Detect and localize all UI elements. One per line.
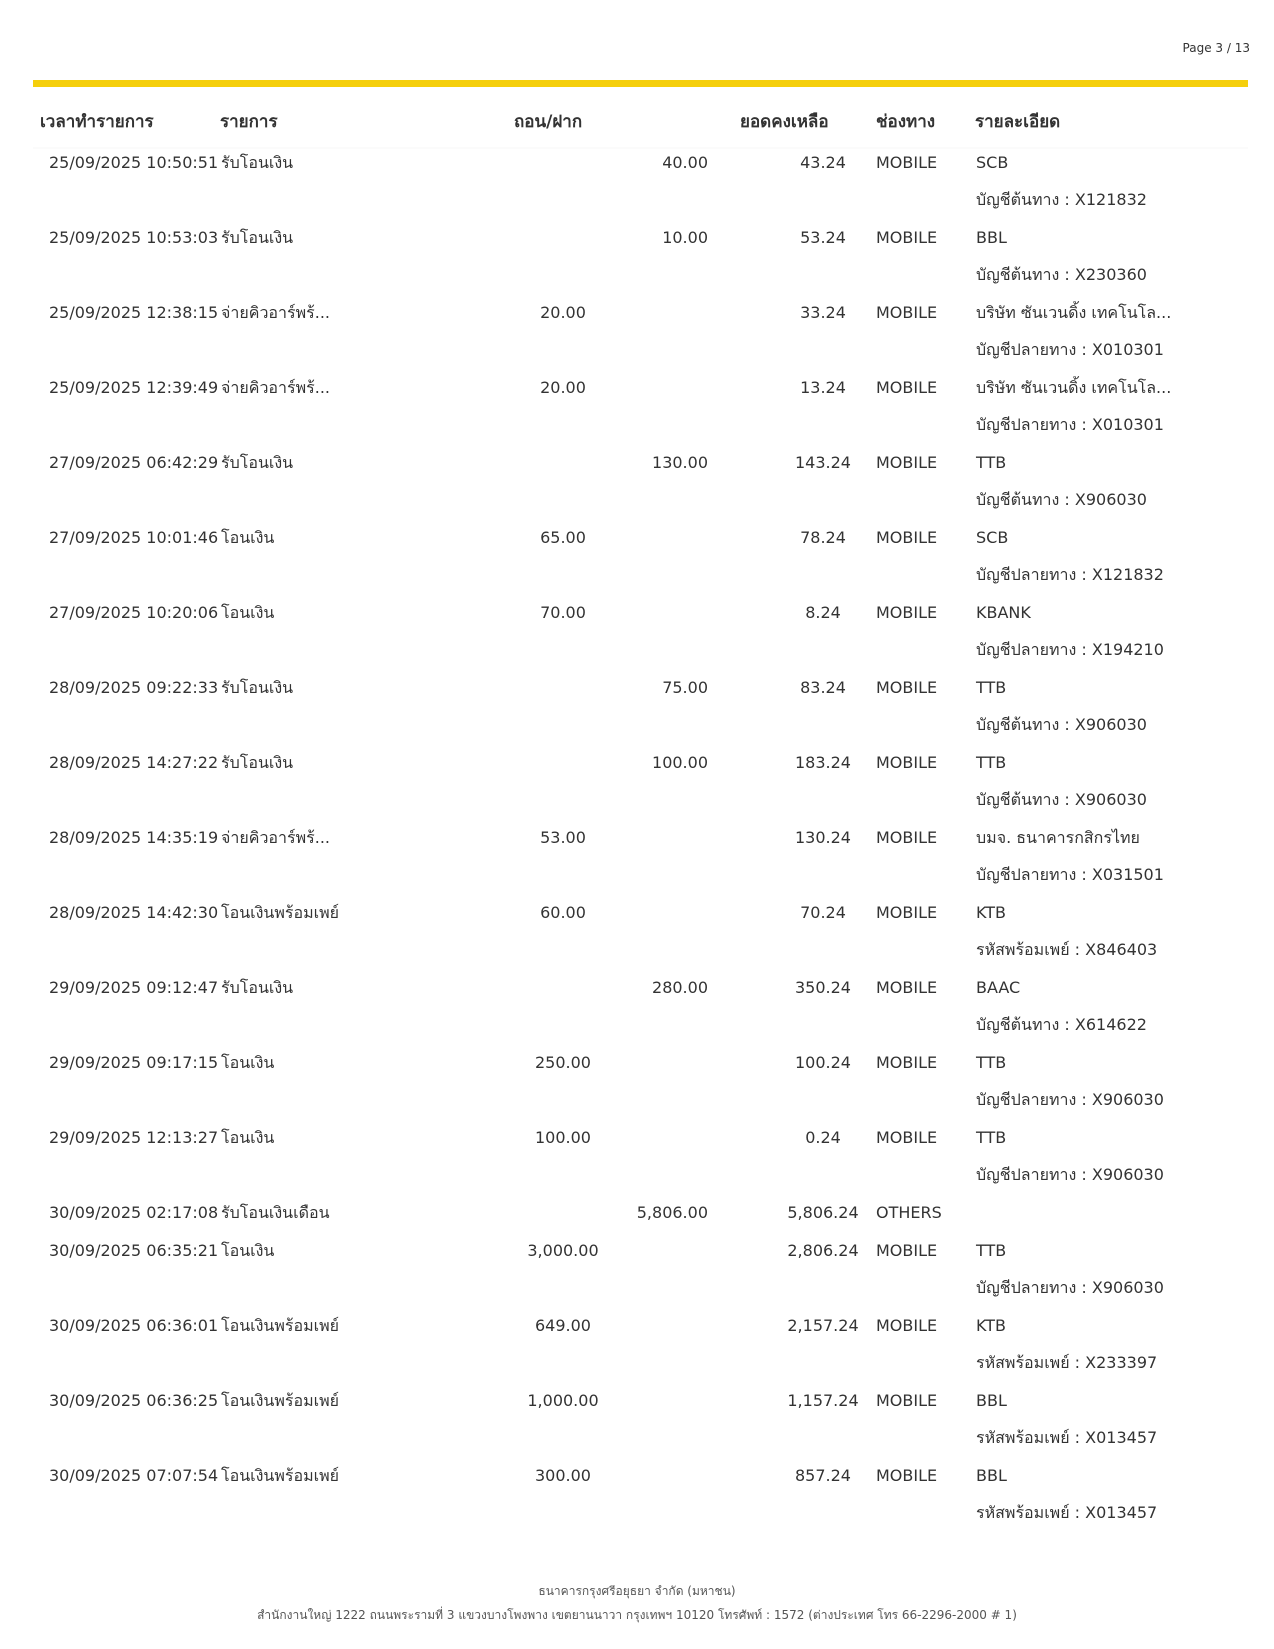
transaction-withdrawal: 65.00 (540, 528, 586, 547)
transaction-channel: MOBILE (876, 603, 938, 622)
transaction-description: โอนเงินพร้อมเพย์ (221, 903, 340, 922)
transaction-withdrawal: 649.00 (535, 1316, 591, 1335)
transaction-withdrawal: 53.00 (540, 828, 586, 847)
table-row (33, 1390, 1248, 1465)
transaction-detail: KTB (976, 903, 1006, 922)
transaction-withdrawal: 300.00 (535, 1466, 591, 1485)
transaction-channel: MOBILE (876, 903, 938, 922)
transaction-balance: 5,806.24 (787, 1203, 859, 1222)
transaction-balance: 2,157.24 (787, 1316, 859, 1335)
transaction-description: โอนเงิน (221, 1128, 275, 1147)
transaction-description: รับโอนเงิน (221, 678, 294, 697)
transaction-balance: 143.24 (795, 453, 851, 472)
transaction-detail-account: บัญชีต้นทาง : X230360 (976, 265, 1147, 284)
transaction-withdrawal: 20.00 (540, 303, 586, 322)
transaction-detail: TTB (976, 1241, 1007, 1260)
transaction-detail: BBL (976, 1466, 1007, 1485)
transaction-detail: บมจ. ธนาคารกสิกรไทย (976, 828, 1140, 847)
table-row (33, 377, 1248, 452)
transaction-detail-account: บัญชีปลายทาง : X031501 (976, 865, 1164, 884)
transaction-description: รับโอนเงิน (221, 753, 294, 772)
transaction-deposit: 100.00 (652, 753, 708, 772)
transaction-detail: KTB (976, 1316, 1006, 1335)
transaction-detail: TTB (976, 678, 1007, 697)
transaction-detail-account: รหัสพร้อมเพย์ : X233397 (976, 1353, 1158, 1372)
transaction-detail: บริษัท ซันเวนดิ้ง เทคโนโล... (976, 303, 1172, 322)
transaction-withdrawal: 1,000.00 (527, 1391, 599, 1410)
transaction-description: โอนเงิน (221, 528, 275, 547)
transaction-channel: MOBILE (876, 753, 938, 772)
transaction-description: รับโอนเงิน (221, 453, 294, 472)
header-accent-rule (33, 80, 1248, 87)
transaction-time: 30/09/2025 07:07:54 (49, 1466, 219, 1485)
transaction-time: 29/09/2025 09:12:47 (49, 978, 219, 997)
transaction-channel: MOBILE (876, 303, 938, 322)
transaction-time: 30/09/2025 06:36:25 (49, 1391, 219, 1410)
table-row (33, 1315, 1248, 1390)
transaction-time: 30/09/2025 06:35:21 (49, 1241, 219, 1260)
transaction-balance: 2,806.24 (787, 1241, 859, 1260)
transaction-balance: 0.24 (805, 1128, 841, 1147)
table-row (33, 227, 1248, 302)
transaction-balance: 13.24 (800, 378, 846, 397)
transaction-time: 25/09/2025 12:39:49 (49, 378, 219, 397)
transaction-balance: 43.24 (800, 153, 846, 172)
table-row (33, 752, 1248, 827)
transaction-channel: MOBILE (876, 153, 938, 172)
transaction-description: โอนเงินพร้อมเพย์ (221, 1466, 340, 1485)
column-header-details: รายละเอียด (975, 112, 1061, 132)
transaction-time: 25/09/2025 10:53:03 (49, 228, 219, 247)
table-row (33, 1052, 1248, 1127)
transaction-channel: MOBILE (876, 528, 938, 547)
transaction-time: 27/09/2025 10:01:46 (49, 528, 219, 547)
transaction-detail: BAAC (976, 978, 1021, 997)
transaction-balance: 183.24 (795, 753, 851, 772)
transaction-balance: 1,157.24 (787, 1391, 859, 1410)
transaction-channel: MOBILE (876, 1241, 938, 1260)
transaction-description: จ่ายคิวอาร์พร้... (221, 828, 331, 847)
transaction-deposit: 10.00 (662, 228, 708, 247)
transaction-channel: MOBILE (876, 828, 938, 847)
transaction-withdrawal: 20.00 (540, 378, 586, 397)
transaction-time: 27/09/2025 10:20:06 (49, 603, 219, 622)
transaction-detail-account: บัญชีต้นทาง : X906030 (976, 790, 1147, 809)
transaction-deposit: 130.00 (652, 453, 708, 472)
transaction-withdrawal: 60.00 (540, 903, 586, 922)
transaction-detail-account: รหัสพร้อมเพย์ : X013457 (976, 1503, 1158, 1522)
transaction-withdrawal: 250.00 (535, 1053, 591, 1072)
transaction-withdrawal: 100.00 (535, 1128, 591, 1147)
transaction-channel: OTHERS (876, 1203, 942, 1222)
transaction-time: 30/09/2025 06:36:01 (49, 1316, 219, 1335)
transaction-channel: MOBILE (876, 978, 938, 997)
transaction-balance: 33.24 (800, 303, 846, 322)
table-row (33, 1465, 1248, 1540)
column-header-amount: ถอน/ฝาก (514, 112, 583, 132)
transaction-time: 28/09/2025 14:42:30 (49, 903, 219, 922)
table-header (40, 104, 1240, 134)
table-row (33, 1127, 1248, 1202)
transaction-channel: MOBILE (876, 228, 938, 247)
table-row (33, 1240, 1248, 1315)
transaction-balance: 70.24 (800, 903, 846, 922)
transaction-detail: SCB (976, 528, 1009, 547)
table-row (33, 827, 1248, 902)
table-row (33, 902, 1248, 977)
table-row (33, 302, 1248, 377)
transaction-channel: MOBILE (876, 453, 938, 472)
page-number: Page 3 / 13 (1182, 41, 1250, 55)
transaction-deposit: 5,806.00 (636, 1203, 708, 1222)
transaction-detail-account: บัญชีปลายทาง : X906030 (976, 1165, 1164, 1184)
transaction-detail-account: บัญชีต้นทาง : X121832 (976, 190, 1147, 209)
footer-bank-name: ธนาคารกรุงศรีอยุธยา จำกัด (มหาชน) (538, 1584, 736, 1598)
transaction-description: โอนเงินพร้อมเพย์ (221, 1316, 340, 1335)
column-header-channel: ช่องทาง (876, 112, 936, 132)
transaction-detail-account: บัญชีปลายทาง : X121832 (976, 565, 1164, 584)
table-row (33, 1202, 1248, 1240)
transaction-description: รับโอนเงิน (221, 978, 294, 997)
transaction-description: รับโอนเงินเดือน (221, 1203, 330, 1222)
transaction-balance: 53.24 (800, 228, 846, 247)
transaction-table (33, 152, 1248, 1540)
transaction-channel: MOBILE (876, 1316, 938, 1335)
transaction-description: รับโอนเงิน (221, 228, 294, 247)
transaction-detail: บริษัท ซันเวนดิ้ง เทคโนโล... (976, 378, 1172, 397)
transaction-detail: KBANK (976, 603, 1031, 622)
transaction-balance: 83.24 (800, 678, 846, 697)
transaction-detail-account: บัญชีปลายทาง : X194210 (976, 640, 1164, 659)
table-row (33, 977, 1248, 1052)
transaction-detail: TTB (976, 753, 1007, 772)
transaction-detail: TTB (976, 1053, 1007, 1072)
transaction-detail-account: บัญชีปลายทาง : X906030 (976, 1278, 1164, 1297)
header-divider (33, 147, 1248, 149)
transaction-detail-account: บัญชีปลายทาง : X010301 (976, 340, 1164, 359)
column-header-description: รายการ (220, 112, 278, 132)
transaction-time: 29/09/2025 12:13:27 (49, 1128, 219, 1147)
transaction-balance: 857.24 (795, 1466, 851, 1485)
transaction-description: โอนเงิน (221, 1053, 275, 1072)
transaction-detail: BBL (976, 1391, 1007, 1410)
transaction-detail: BBL (976, 228, 1007, 247)
table-row (33, 152, 1248, 227)
transaction-channel: MOBILE (876, 1391, 938, 1410)
transaction-withdrawal: 70.00 (540, 603, 586, 622)
transaction-detail-account: รหัสพร้อมเพย์ : X013457 (976, 1428, 1158, 1447)
transaction-withdrawal: 3,000.00 (527, 1241, 599, 1260)
transaction-channel: MOBILE (876, 378, 938, 397)
transaction-channel: MOBILE (876, 1466, 938, 1485)
transaction-description: โอนเงิน (221, 1241, 275, 1260)
column-header-time: เวลาทำรายการ (40, 112, 154, 132)
transaction-detail: TTB (976, 453, 1007, 472)
table-row (33, 677, 1248, 752)
transaction-detail-account: รหัสพร้อมเพย์ : X846403 (976, 940, 1158, 959)
transaction-detail: SCB (976, 153, 1009, 172)
transaction-balance: 100.24 (795, 1053, 851, 1072)
transaction-time: 25/09/2025 10:50:51 (49, 153, 219, 172)
transaction-description: โอนเงิน (221, 603, 275, 622)
transaction-detail-account: บัญชีต้นทาง : X906030 (976, 715, 1147, 734)
column-header-balance: ยอดคงเหลือ (740, 112, 829, 132)
transaction-detail-account: บัญชีปลายทาง : X906030 (976, 1090, 1164, 1109)
transaction-time: 29/09/2025 09:17:15 (49, 1053, 219, 1072)
transaction-time: 28/09/2025 14:27:22 (49, 753, 219, 772)
transaction-detail-account: บัญชีปลายทาง : X010301 (976, 415, 1164, 434)
transaction-detail-account: บัญชีต้นทาง : X906030 (976, 490, 1147, 509)
transaction-balance: 8.24 (805, 603, 841, 622)
transaction-balance: 350.24 (795, 978, 851, 997)
transaction-balance: 78.24 (800, 528, 846, 547)
transaction-description: จ่ายคิวอาร์พร้... (221, 303, 331, 322)
transaction-deposit: 280.00 (652, 978, 708, 997)
footer-address: สำนักงานใหญ่ 1222 ถนนพระรามที่ 3 แขวงบางโพงพาง เขตยานนาวา กรุงเทพฯ 10120 โทรศัพท์ : 1572 (ต่างประเทศ โทร 66-2296-2000 # 1) (257, 1608, 1017, 1622)
transaction-time: 28/09/2025 09:22:33 (49, 678, 219, 697)
transaction-description: รับโอนเงิน (221, 153, 294, 172)
transaction-description: จ่ายคิวอาร์พร้... (221, 378, 331, 397)
transaction-detail: TTB (976, 1128, 1007, 1147)
transaction-deposit: 75.00 (662, 678, 708, 697)
transaction-time: 25/09/2025 12:38:15 (49, 303, 219, 322)
transaction-balance: 130.24 (795, 828, 851, 847)
table-row (33, 452, 1248, 527)
transaction-time: 30/09/2025 02:17:08 (49, 1203, 219, 1222)
transaction-description: โอนเงินพร้อมเพย์ (221, 1391, 340, 1410)
table-row (33, 527, 1248, 602)
table-row (33, 602, 1248, 677)
transaction-time: 28/09/2025 14:35:19 (49, 828, 219, 847)
transaction-channel: MOBILE (876, 1128, 938, 1147)
transaction-channel: MOBILE (876, 678, 938, 697)
transaction-channel: MOBILE (876, 1053, 938, 1072)
transaction-time: 27/09/2025 06:42:29 (49, 453, 219, 472)
transaction-deposit: 40.00 (662, 153, 708, 172)
transaction-detail-account: บัญชีต้นทาง : X614622 (976, 1015, 1147, 1034)
